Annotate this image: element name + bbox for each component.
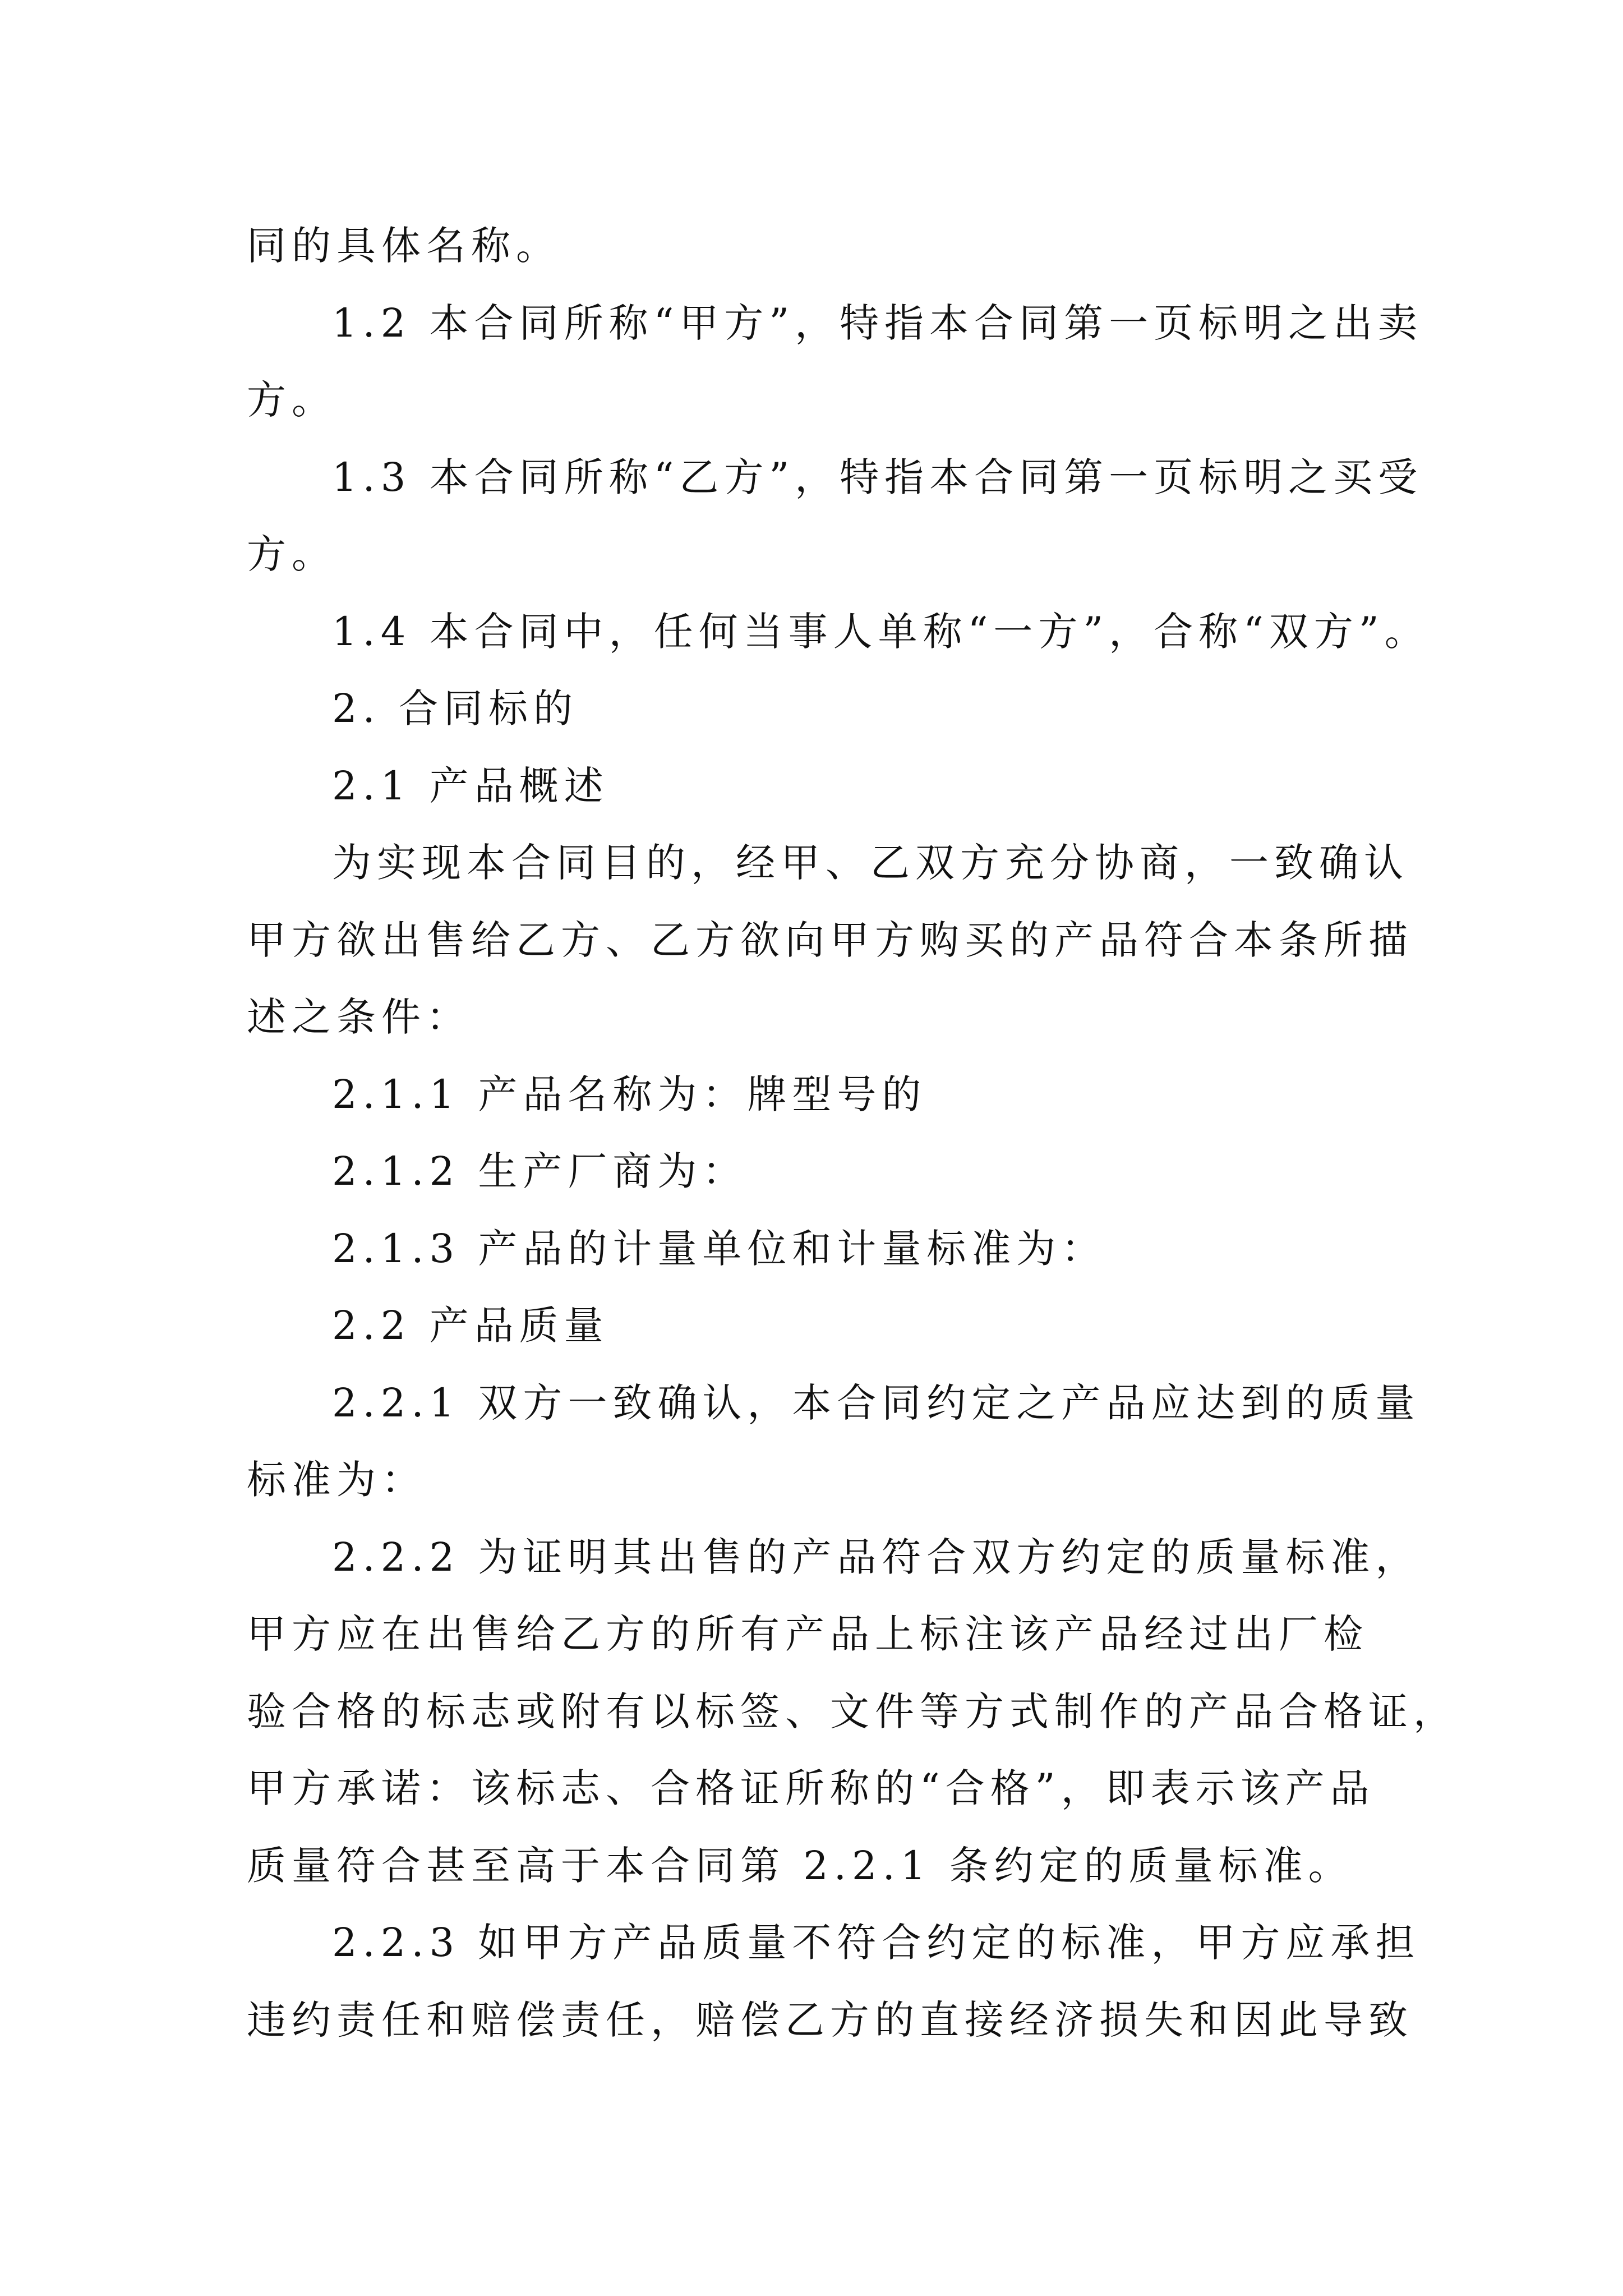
text-line: 2.2.3 如甲方产品质量不符合约定的标准，甲方应承担	[332, 1920, 1421, 1966]
text-line: 2.1.2 生产厂商为：	[332, 1148, 748, 1194]
text-line: 验合格的标志或附有以标签、文件等方式制作的产品合格证，	[247, 1688, 1458, 1734]
text-line: 标准为：	[247, 1457, 426, 1503]
text-line: 1.2 本合同所称“甲方”，特指本合同第一页标明之出卖	[332, 300, 1423, 346]
document-body	[247, 208, 1458, 2059]
text-line: 甲方承诺：该标志、合格证所称的“合格”，即表示该产品	[247, 1765, 1375, 1811]
text-line: 2.1.3 产品的计量单位和计量标准为：	[332, 1225, 1106, 1272]
text-line: 同的具体名称。	[247, 223, 561, 269]
text-line: 违约责任和赔偿责任，赔偿乙方的直接经济损失和因此导致	[247, 1996, 1413, 2043]
text-line: 2.2 产品质量	[332, 1303, 609, 1349]
text-line: 甲方欲出售给乙方、乙方欲向甲方购买的产品符合本条所描	[247, 917, 1413, 963]
text-line: 方。	[247, 377, 336, 423]
text-line: 2.2.2 为证明其出售的产品符合双方约定的质量标准，	[332, 1534, 1421, 1580]
text-line: 1.4 本合同中，任何当事人单称“一方”，合称“双方”。	[332, 608, 1430, 655]
text-line: 述之条件：	[247, 994, 471, 1040]
text-line: 2.1.1 产品名称为：牌型号的	[332, 1071, 927, 1117]
text-line: 方。	[247, 531, 336, 577]
text-line: 2. 合同标的	[332, 685, 579, 731]
text-line: 1.3 本合同所称“乙方”，特指本合同第一页标明之买受	[332, 454, 1423, 500]
text-line: 2.1 产品概述	[332, 762, 609, 809]
text-line: 2.2.1 双方一致确认，本合同约定之产品应达到的质量	[332, 1379, 1421, 1426]
text-line: 质量符合甚至高于本合同第 2.2.1 条约定的质量标准。	[247, 1842, 1353, 1889]
text-line: 为实现本合同目的，经甲、乙双方充分协商，一致确认	[332, 840, 1409, 886]
text-line: 甲方应在出售给乙方的所有产品上标注该产品经过出厂检	[247, 1611, 1368, 1657]
